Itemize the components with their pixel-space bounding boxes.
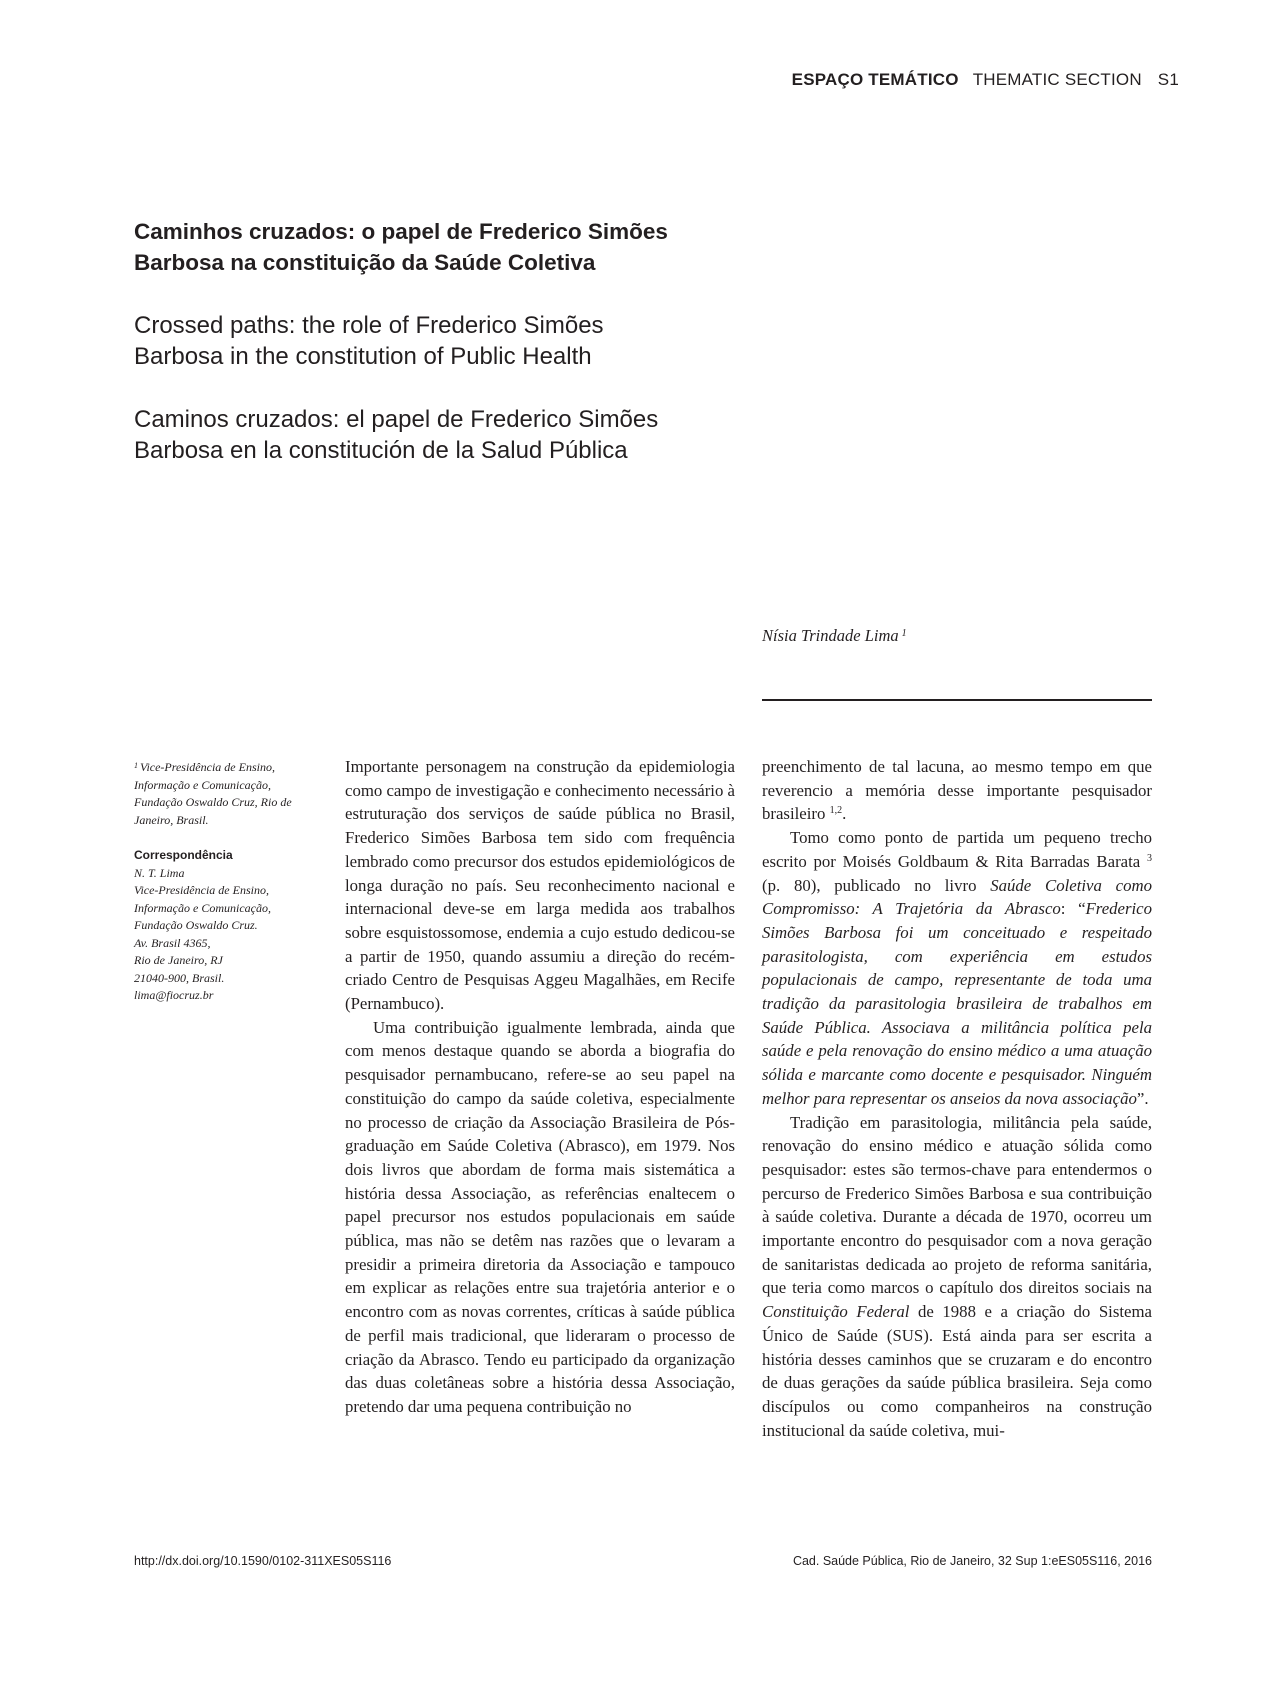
paragraph-text: (p. 80), publicado no livro — [762, 875, 991, 895]
paragraph: Importante personagem na construção da epidemiologia como campo de investigação e conhecimento necessário à estruturação dos serviços de saúde pública no Brasil, Frederico Simões Barbosa tem sido com frequência lembrado como precursor dos estudos epidemiológicos de longa duração no país. Seu reconhecimento nacional e internacional deve-se em larga medida aos trabalhos sobre esquistossomose, endemia a cujo estudo dedicou-se a partir de 1950, quando assumiu a direção do recém-criado Centro de Pesquisas Aggeu Magalhães, em Recife (Pernambuco). — [345, 757, 736, 1014]
paragraph-text: . — [842, 804, 847, 824]
body-column-2 — [762, 755, 1152, 1442]
author-name: Nísia Trindade Lima — [762, 626, 899, 645]
paragraph-text: : “ — [1060, 899, 1086, 919]
section-label-en: THEMATIC SECTION — [972, 70, 1142, 89]
running-header — [792, 70, 1179, 90]
citation-ref: 3 — [1146, 852, 1152, 864]
paragraph: Uma contribuição igualmente lembrada, ainda que com menos destaque quando se aborda a biografia do pesquisador pernambucano, refere-se ao seu papel na constituição do campo da saúde coletiva, especialmente no processo de criação da Associação Brasileira de Pós-graduação em Saúde Coletiva (Abrasco), em 1979. Nos dois livros que abordam de forma mais sistemática a história dessa Associação, as referências enaltecem o papel precursor nos estudos populacionais em saúde pública, mas não se detêm nas razões que o levaram a presidir a primeira diretoria da Associação e tampouco em explicar as relações entre sua trajetória anterior e o encontro com as novas correntes, críticas à saúde pública de perfil mais tradicional, que lideraram o processo de criação da Abrasco. Tendo eu participado da organização das duas coletâneas sobre a história dessa Associação, pretendo dar uma pequena contribuição no — [345, 1017, 735, 1416]
paragraph — [762, 826, 1152, 1110]
paragraph — [762, 1111, 1152, 1443]
title-english — [134, 310, 774, 372]
doi-link[interactable]: http://dx.doi.org/10.1590/0102-311XES05S116 — [134, 1554, 392, 1568]
author-affiliation-mark: 1 — [901, 628, 907, 639]
affiliation-mark: 1 — [134, 761, 138, 770]
document-title: Constituição Federal — [762, 1302, 910, 1322]
title-english-text: Crossed paths: the role of Frederico Simões Barbosa in the constitution of Public Health — [134, 312, 604, 370]
title-spanish — [134, 404, 774, 466]
title-spanish-text: Caminos cruzados: el papel de Frederico Simões Barbosa en la constitución de la Salud Pública — [134, 406, 659, 464]
author-byline — [762, 626, 907, 646]
paragraph — [762, 755, 1152, 826]
paragraph-text: de 1988 e a criação do Sistema Único de Saúde (SUS). Está ainda para ser escrita a história desses caminhos que se cruzaram e do encontro de duas gerações da saúde pública brasileira. Seja como discípulos ou como companheiros na construção institucional da saúde coletiva, mui- — [762, 1302, 1152, 1440]
affiliation-text: Vice-Presidência de Ensino, Informação e Comunicação, Fundação Oswaldo Cruz, Rio de Janeiro, Brasil. — [134, 760, 292, 827]
section-label-pt: ESPAÇO TEMÁTICO — [791, 70, 959, 89]
paragraph-text: Tradição em parasitologia, militância pela saúde, renovação do ensino médico e atuação sólida como pesquisador: estes são termos-chave para entendermos o percurso de Frederico Simões Barbosa e sua contribuição à saúde coletiva. Durante a década de 1970, ocorreu um importante encontro do pesquisador com a nova geração de sanitaristas dedicada ao projeto de reforma sanitária, que teria como marcos o capítulo dos direitos sociais na — [762, 1112, 1152, 1298]
sidebar-notes — [134, 757, 314, 1005]
paragraph-text: preenchimento de tal lacuna, ao mesmo tempo em que reverencio a memória desse importante pesquisador brasileiro — [762, 757, 1152, 824]
body-column-1 — [345, 755, 735, 1419]
page-number: S1 — [1157, 70, 1179, 89]
journal-citation: Cad. Saúde Pública, Rio de Janeiro, 32 Sup 1:eES05S116, 2016 — [792, 1554, 1152, 1568]
paragraph-text: ”. — [1136, 1088, 1149, 1108]
correspondence-address: N. T. Lima Vice-Presidência de Ensino, Informação e Comunicação, Fundação Oswaldo Cruz. Av. Brasil 4365, Rio de Janeiro, RJ 21040-900, Brasil. lima@fiocruz.br — [134, 865, 271, 1002]
title-portuguese-text: Caminhos cruzados: o papel de Frederico Simões Barbosa na constituição da Saúde Coletiva — [134, 219, 668, 275]
quotation: Frederico Simões Barbosa foi um conceituado e respeitado parasitologista, com experiência em estudos populacionais de campo, representante de toda uma tradição da parasitologia brasileira de trabalhos em Saúde Pública. Associava a militância política pela saúde e pela renovação do ensino médico a uma atuação sólida e marcante como docente e pesquisador. Ninguém melhor para representar os anseios da nova associação — [762, 899, 1153, 1108]
book-title: Saúde Coletiva como Compromisso: A Trajetória da Abrasco — [762, 875, 1152, 919]
paragraph-text: Tomo como ponto de partida um pequeno trecho escrito por Moisés Goldbaum & Rita Barradas Barata — [762, 828, 1152, 871]
affiliation-note — [134, 757, 314, 829]
author-divider — [762, 699, 1152, 701]
citation-ref: 1,2 — [829, 805, 843, 817]
title-portuguese — [134, 216, 774, 278]
correspondence-heading: Correspondência — [134, 848, 233, 862]
article-titles — [134, 216, 774, 466]
